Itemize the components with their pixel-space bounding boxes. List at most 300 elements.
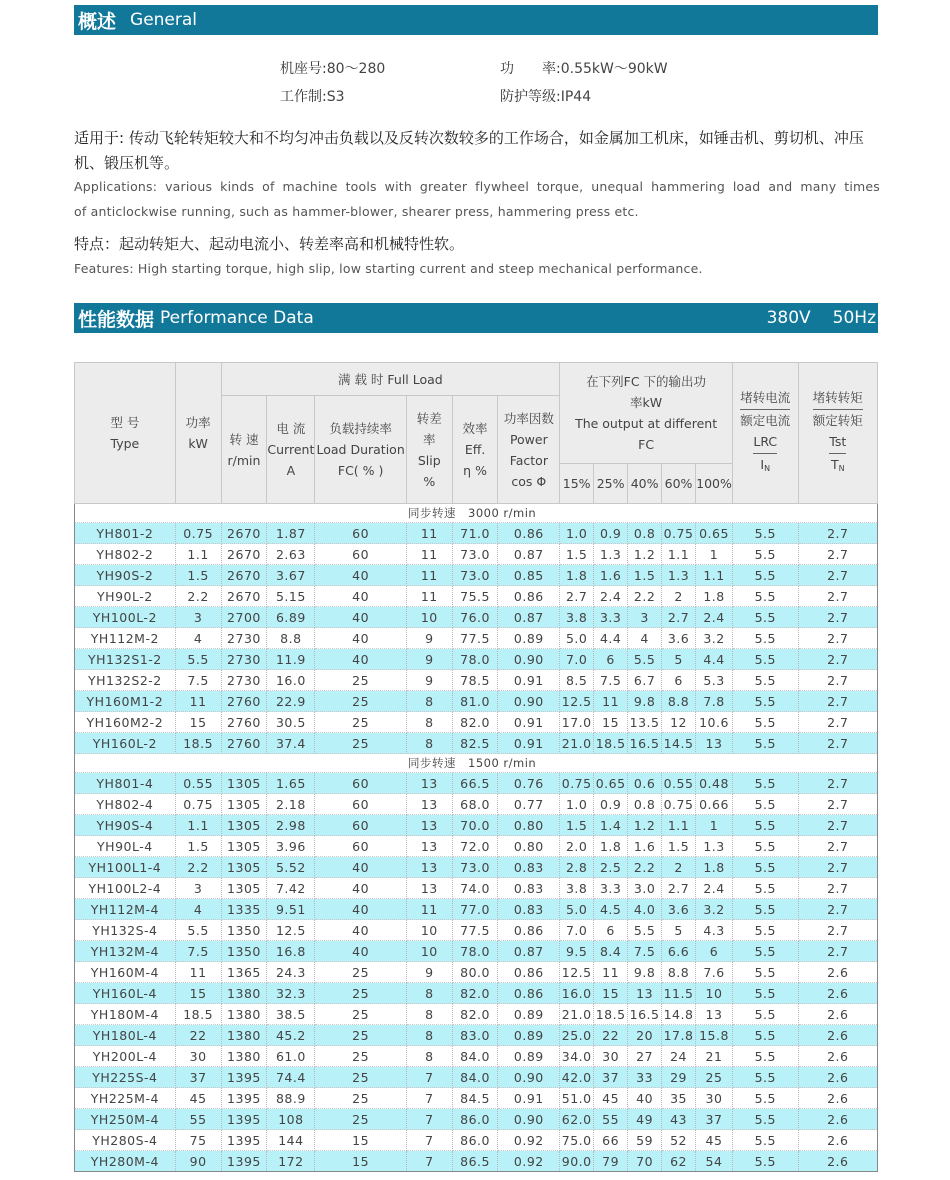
data-cell: 1305	[221, 857, 267, 878]
data-cell: 2.7	[798, 878, 877, 899]
data-cell: 59	[628, 1130, 662, 1151]
data-cell: 2.7	[662, 878, 696, 899]
data-cell: 1395	[221, 1151, 267, 1172]
data-cell: 3.8	[560, 878, 594, 899]
table-row	[75, 712, 878, 733]
data-cell: 1.1	[696, 565, 733, 586]
table-row	[75, 628, 878, 649]
data-cell: 12.5	[267, 920, 315, 941]
data-cell: 3.6	[662, 899, 696, 920]
data-cell: 2.18	[267, 794, 315, 815]
data-cell: 1335	[221, 899, 267, 920]
applications-cn: 适用于: 传动飞轮转矩较大和不均匀冲击负载以及反转次数较多的工作场合，如金属加工机床，如锤击机、剪切机、冲压机、锻压机等。	[74, 129, 864, 172]
data-cell: 5.5	[733, 1130, 799, 1151]
model-cell: YH801-2	[75, 523, 176, 544]
data-cell: 2.4	[696, 878, 733, 899]
data-cell: 16.5	[628, 1004, 662, 1025]
data-cell: 60	[315, 794, 407, 815]
data-cell: 2760	[221, 691, 267, 712]
data-cell: 10	[696, 983, 733, 1004]
data-cell: 11.5	[662, 983, 696, 1004]
data-cell: 1395	[221, 1067, 267, 1088]
data-cell: 5.5	[733, 983, 799, 1004]
data-cell: 7	[406, 1088, 452, 1109]
data-cell: 0.66	[696, 794, 733, 815]
data-cell: 25	[315, 1109, 407, 1130]
data-cell: 3.96	[267, 836, 315, 857]
data-cell: 7.5	[628, 941, 662, 962]
data-cell: 2730	[221, 649, 267, 670]
data-cell: 2.2	[175, 586, 221, 607]
data-cell: 15	[315, 1130, 407, 1151]
data-cell: 82.5	[452, 733, 498, 754]
data-cell: 0.75	[662, 794, 696, 815]
data-cell: 79	[594, 1151, 628, 1172]
table-row	[75, 836, 878, 857]
table-row	[75, 920, 878, 941]
col-fc-25: 25%	[594, 464, 628, 504]
data-cell: 3.67	[267, 565, 315, 586]
data-cell: 60	[315, 836, 407, 857]
model-cell: YH250M-4	[75, 1109, 176, 1130]
table-row	[75, 1109, 878, 1130]
data-cell: 3.2	[696, 628, 733, 649]
data-cell: 6	[696, 941, 733, 962]
data-cell: 78.5	[452, 670, 498, 691]
data-cell: 1380	[221, 1046, 267, 1067]
table-row	[75, 523, 878, 544]
data-cell: 0.87	[498, 941, 560, 962]
data-cell: 25	[696, 1067, 733, 1088]
data-cell: 2730	[221, 670, 267, 691]
data-cell: 2.7	[798, 607, 877, 628]
data-cell: 3.0	[628, 878, 662, 899]
table-row	[75, 1088, 878, 1109]
data-cell: 2.7	[798, 941, 877, 962]
data-cell: 60	[315, 544, 407, 565]
data-cell: 4.3	[696, 920, 733, 941]
data-cell: 2670	[221, 586, 267, 607]
col-speed: 转 速 r/min	[221, 396, 267, 504]
data-cell: 15	[175, 712, 221, 733]
data-cell: 0.65	[594, 773, 628, 794]
data-cell: 5.5	[733, 1067, 799, 1088]
model-cell: YH225M-4	[75, 1088, 176, 1109]
data-cell: 16.0	[560, 983, 594, 1004]
data-cell: 37.4	[267, 733, 315, 754]
data-cell: 5.5	[733, 1004, 799, 1025]
data-cell: 30	[594, 1046, 628, 1067]
data-cell: 13.5	[628, 712, 662, 733]
model-cell: YH100L1-4	[75, 857, 176, 878]
data-cell: 42.0	[560, 1067, 594, 1088]
data-cell: 2.8	[560, 857, 594, 878]
data-cell: 40	[315, 607, 407, 628]
table-row	[75, 733, 878, 754]
data-cell: 13	[628, 983, 662, 1004]
data-cell: 1365	[221, 962, 267, 983]
data-cell: 1395	[221, 1130, 267, 1151]
data-cell: 40	[315, 628, 407, 649]
data-cell: 3	[175, 878, 221, 899]
data-cell: 30	[175, 1046, 221, 1067]
col-lrc-ratio: $\frac{\text{堵转电流}}{\text{额定电流}}$ $\frac{\text{LRC}}{I_N}$	[733, 363, 799, 504]
data-cell: 52	[662, 1130, 696, 1151]
data-cell: 25	[315, 962, 407, 983]
data-cell: 25	[315, 691, 407, 712]
data-cell: 13	[406, 815, 452, 836]
data-cell: 8	[406, 1046, 452, 1067]
data-cell: 6.7	[628, 670, 662, 691]
data-cell: 0.83	[498, 899, 560, 920]
data-cell: 4	[628, 628, 662, 649]
data-cell: 5.5	[733, 920, 799, 941]
data-cell: 15.8	[696, 1025, 733, 1046]
data-cell: 86.5	[452, 1151, 498, 1172]
data-cell: 13	[406, 836, 452, 857]
data-cell: 1.3	[696, 836, 733, 857]
data-cell: 1305	[221, 878, 267, 899]
data-cell: 0.91	[498, 1088, 560, 1109]
data-cell: 49	[628, 1109, 662, 1130]
data-cell: 7.5	[175, 941, 221, 962]
table-row	[75, 794, 878, 815]
col-fc-60: 60%	[662, 464, 696, 504]
data-cell: 45	[594, 1088, 628, 1109]
data-cell: 25	[315, 1004, 407, 1025]
data-cell: 21.0	[560, 1004, 594, 1025]
sync-speed-label: 同步转速 1500 r/min	[408, 756, 537, 770]
data-cell: 45	[175, 1088, 221, 1109]
data-cell: 5.5	[733, 523, 799, 544]
data-cell: 84.5	[452, 1088, 498, 1109]
data-cell: 20	[628, 1025, 662, 1046]
model-cell: YH132S2-2	[75, 670, 176, 691]
data-cell: 2.7	[798, 691, 877, 712]
data-cell: 2.7	[798, 712, 877, 733]
data-cell: 5.5	[733, 565, 799, 586]
data-cell: 10	[406, 941, 452, 962]
applications-en-line2: of anticlockwise running, such as hammer-blower, shearer press, hammering press etc.	[74, 204, 639, 219]
data-cell: 60	[315, 523, 407, 544]
data-cell: 25	[315, 1046, 407, 1067]
data-cell: 75.0	[560, 1130, 594, 1151]
data-cell: 2.6	[798, 1130, 877, 1151]
data-cell: 5.5	[733, 1046, 799, 1067]
data-cell: 5.5	[733, 1151, 799, 1172]
data-cell: 1395	[221, 1088, 267, 1109]
table-body	[75, 504, 878, 1172]
data-cell: 0.89	[498, 1004, 560, 1025]
data-cell: 17.0	[560, 712, 594, 733]
data-cell: 5.5	[733, 878, 799, 899]
data-cell: 7	[406, 1130, 452, 1151]
data-cell: 18.5	[175, 733, 221, 754]
data-cell: 0.90	[498, 1109, 560, 1130]
performance-table	[74, 362, 878, 1172]
data-cell: 34.0	[560, 1046, 594, 1067]
data-cell: 0.80	[498, 836, 560, 857]
data-cell: 2.4	[696, 607, 733, 628]
data-cell: 1.6	[628, 836, 662, 857]
model-cell: YH132S1-2	[75, 649, 176, 670]
data-cell: 55	[594, 1109, 628, 1130]
data-cell: 5.5	[733, 1088, 799, 1109]
data-cell: 5.5	[733, 815, 799, 836]
col-fc-15: 15%	[560, 464, 594, 504]
table-row	[75, 899, 878, 920]
data-cell: 24	[662, 1046, 696, 1067]
data-cell: 81.0	[452, 691, 498, 712]
data-cell: 9	[406, 649, 452, 670]
data-cell: 5.3	[696, 670, 733, 691]
data-cell: 77.5	[452, 920, 498, 941]
data-cell: 1.1	[175, 544, 221, 565]
data-cell: 0.87	[498, 544, 560, 565]
table-row	[75, 670, 878, 691]
data-cell: 5.5	[175, 920, 221, 941]
data-cell: 1.65	[267, 773, 315, 794]
data-cell: 73.0	[452, 565, 498, 586]
data-cell: 12.5	[560, 691, 594, 712]
data-cell: 7	[406, 1067, 452, 1088]
data-cell: 1.3	[662, 565, 696, 586]
data-cell: 25	[315, 1088, 407, 1109]
data-cell: 37	[696, 1109, 733, 1130]
data-cell: 61.0	[267, 1046, 315, 1067]
data-cell: 2.7	[798, 628, 877, 649]
data-cell: 18.5	[594, 733, 628, 754]
data-cell: 5.5	[733, 1109, 799, 1130]
data-cell: 21.0	[560, 733, 594, 754]
data-cell: 2.7	[798, 773, 877, 794]
data-cell: 6	[594, 920, 628, 941]
data-cell: 0.90	[498, 649, 560, 670]
data-cell: 13	[406, 857, 452, 878]
col-slip: 转差 率 Slip %	[406, 396, 452, 504]
data-cell: 2670	[221, 544, 267, 565]
data-cell: 2.6	[798, 1025, 877, 1046]
data-cell: 2.7	[662, 607, 696, 628]
data-cell: 0.85	[498, 565, 560, 586]
data-cell: 3.6	[662, 628, 696, 649]
data-cell: 0.87	[498, 607, 560, 628]
data-cell: 5.5	[733, 1025, 799, 1046]
data-cell: 2.7	[798, 586, 877, 607]
data-cell: 7.0	[560, 920, 594, 941]
data-cell: 2670	[221, 523, 267, 544]
model-cell: YH180L-4	[75, 1025, 176, 1046]
data-cell: 3	[628, 607, 662, 628]
data-cell: 60	[315, 815, 407, 836]
general-title-en: General	[130, 10, 198, 30]
data-cell: 2.2	[628, 586, 662, 607]
data-cell: 9	[406, 962, 452, 983]
general-title-cn: 概述	[78, 10, 117, 33]
data-cell: 1	[696, 815, 733, 836]
data-cell: 25	[315, 1025, 407, 1046]
data-cell: 3.3	[594, 607, 628, 628]
data-cell: 11	[406, 565, 452, 586]
model-cell: YH112M-2	[75, 628, 176, 649]
data-cell: 8.4	[594, 941, 628, 962]
data-cell: 12.5	[560, 962, 594, 983]
data-cell: 2.2	[175, 857, 221, 878]
spec-frame-size: 机座号:80～280	[280, 61, 386, 77]
data-cell: 11	[406, 544, 452, 565]
data-cell: 5.5	[628, 649, 662, 670]
data-cell: 1.3	[594, 544, 628, 565]
data-cell: 8	[406, 1004, 452, 1025]
col-tst-ratio: $\frac{\text{堵转转矩}}{\text{额定转矩}}$ $\frac{\text{Tst}}{T_N}$	[798, 363, 877, 504]
performance-title-en: Performance Data	[160, 308, 314, 328]
data-cell: 2.4	[594, 586, 628, 607]
data-cell: 2.98	[267, 815, 315, 836]
data-cell: 14.8	[662, 1004, 696, 1025]
data-cell: 1380	[221, 1025, 267, 1046]
data-cell: 54	[696, 1151, 733, 1172]
data-cell: 2.7	[798, 565, 877, 586]
data-cell: 90	[175, 1151, 221, 1172]
model-cell: YH160M-4	[75, 962, 176, 983]
data-cell: 83.0	[452, 1025, 498, 1046]
data-cell: 4.5	[594, 899, 628, 920]
data-cell: 35	[662, 1088, 696, 1109]
data-cell: 1.8	[594, 836, 628, 857]
data-cell: 1.4	[594, 815, 628, 836]
table-row	[75, 941, 878, 962]
data-cell: 40	[315, 920, 407, 941]
model-cell: YH132S-4	[75, 920, 176, 941]
data-cell: 0.91	[498, 712, 560, 733]
section-header-performance	[74, 303, 878, 333]
data-cell: 68.0	[452, 794, 498, 815]
data-cell: 40	[315, 899, 407, 920]
data-cell: 11.9	[267, 649, 315, 670]
data-cell: 43	[662, 1109, 696, 1130]
data-cell: 78.0	[452, 649, 498, 670]
data-cell: 11	[175, 691, 221, 712]
data-cell: 1	[696, 544, 733, 565]
model-cell: YH100L2-4	[75, 878, 176, 899]
data-cell: 55	[175, 1109, 221, 1130]
data-cell: 1.5	[175, 836, 221, 857]
data-cell: 66	[594, 1130, 628, 1151]
performance-title-cn: 性能数据	[78, 308, 155, 331]
data-cell: 15	[315, 1151, 407, 1172]
data-cell: 25	[315, 983, 407, 1004]
model-cell: YH112M-4	[75, 899, 176, 920]
data-cell: 2.6	[798, 1067, 877, 1088]
table-row	[75, 1004, 878, 1025]
data-cell: 2.7	[560, 586, 594, 607]
data-cell: 27	[628, 1046, 662, 1067]
table-row	[75, 857, 878, 878]
data-cell: 1.6	[594, 565, 628, 586]
data-cell: 15	[594, 983, 628, 1004]
col-fc-100: 100%	[696, 464, 733, 504]
data-cell: 2.6	[798, 983, 877, 1004]
model-cell: YH132M-4	[75, 941, 176, 962]
data-cell: 9.5	[560, 941, 594, 962]
data-cell: 1.1	[175, 815, 221, 836]
data-cell: 22	[175, 1025, 221, 1046]
data-cell: 0.89	[498, 1046, 560, 1067]
data-cell: 6	[662, 670, 696, 691]
data-cell: 8	[406, 733, 452, 754]
data-cell: 1.8	[560, 565, 594, 586]
data-cell: 7.8	[696, 691, 733, 712]
spec-duty: 工作制:S3	[280, 89, 345, 105]
data-cell: 8.5	[560, 670, 594, 691]
data-cell: 13	[406, 878, 452, 899]
data-cell: 0.92	[498, 1151, 560, 1172]
table-row	[75, 1046, 878, 1067]
data-cell: 0.80	[498, 815, 560, 836]
data-cell: 0.77	[498, 794, 560, 815]
data-cell: 0.86	[498, 586, 560, 607]
model-cell: YH801-4	[75, 773, 176, 794]
data-cell: 0.75	[175, 794, 221, 815]
data-cell: 10.6	[696, 712, 733, 733]
model-cell: YH90S-4	[75, 815, 176, 836]
data-cell: 1.2	[628, 815, 662, 836]
data-cell: 1305	[221, 836, 267, 857]
data-cell: 40	[315, 878, 407, 899]
data-cell: 86.0	[452, 1109, 498, 1130]
data-cell: 77.0	[452, 899, 498, 920]
data-cell: 60	[315, 773, 407, 794]
data-cell: 2.0	[560, 836, 594, 857]
data-cell: 4.0	[628, 899, 662, 920]
data-cell: 5.5	[733, 607, 799, 628]
data-cell: 15	[594, 712, 628, 733]
data-cell: 11	[594, 962, 628, 983]
data-cell: 17.8	[662, 1025, 696, 1046]
model-cell: YH180M-4	[75, 1004, 176, 1025]
data-cell: 2.6	[798, 1088, 877, 1109]
model-cell: YH160M1-2	[75, 691, 176, 712]
data-cell: 1.8	[696, 586, 733, 607]
data-cell: 2730	[221, 628, 267, 649]
data-cell: 12	[662, 712, 696, 733]
data-cell: 7.6	[696, 962, 733, 983]
data-cell: 3.3	[594, 878, 628, 899]
col-type: 型 号 Type	[75, 363, 176, 504]
data-cell: 1.5	[628, 565, 662, 586]
col-power-factor: 功率因数 Power Factor cos Φ	[498, 396, 560, 504]
data-cell: 2760	[221, 712, 267, 733]
data-cell: 5.5	[733, 733, 799, 754]
data-cell: 1380	[221, 1004, 267, 1025]
data-cell: 5.5	[733, 836, 799, 857]
data-cell: 73.0	[452, 544, 498, 565]
data-cell: 0.91	[498, 733, 560, 754]
data-cell: 8	[406, 712, 452, 733]
data-cell: 13	[406, 773, 452, 794]
data-cell: 2.63	[267, 544, 315, 565]
data-cell: 3	[175, 607, 221, 628]
data-cell: 2.6	[798, 1151, 877, 1172]
data-cell: 2.7	[798, 649, 877, 670]
data-cell: 7	[406, 1109, 452, 1130]
data-cell: 5.5	[733, 941, 799, 962]
data-cell: 62.0	[560, 1109, 594, 1130]
data-cell: 37	[594, 1067, 628, 1088]
data-cell: 7.0	[560, 649, 594, 670]
data-cell: 0.92	[498, 1130, 560, 1151]
data-cell: 40	[315, 857, 407, 878]
